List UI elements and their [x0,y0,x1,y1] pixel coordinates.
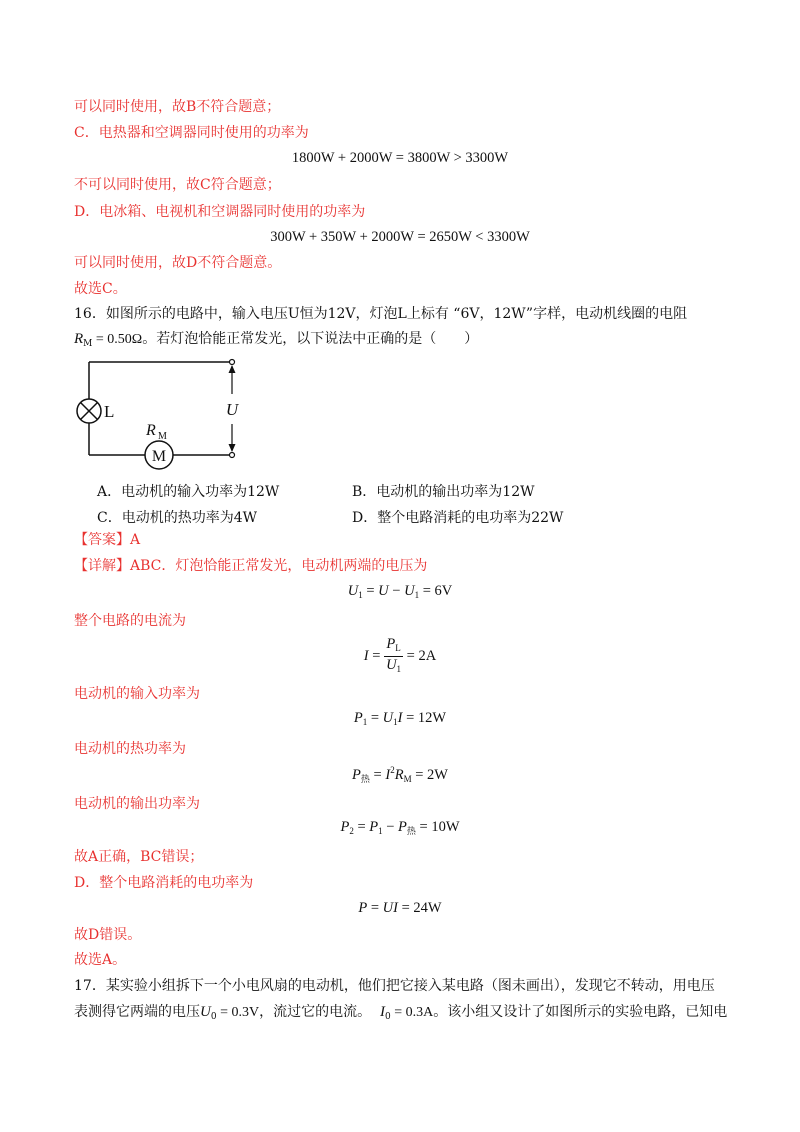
equation-p1: $P_1 = U_1I = 12W$ [353,710,447,727]
solution-line: 故选A。 [74,952,127,968]
text: 。若灯泡恰能正常发光，以下说法中正确的是（ ） [142,331,479,347]
equation-u1: $U_1 = U - U_1 = 6V$ [347,583,453,600]
solution-line: 整个电路的电流为 [74,613,186,629]
subscript: 0 [210,1012,217,1022]
solution-line: 电动机的热功率为 [74,741,186,757]
text-line: 可以同时使用，故D不符合题意。 [74,255,282,271]
lamp-label: L [104,402,115,421]
text-line: D．电冰箱、电视机和空调器同时使用的功率为 [74,204,366,220]
detail-label: 【详解】ABC．灯泡恰能正常发光，电动机两端的电压为 [74,558,428,574]
value: = 0.3A [390,1005,434,1020]
voltage-label: U [225,400,239,419]
equation-total: P = UI = 24W [358,900,442,916]
text: ，流过它的电流。 [259,1004,372,1020]
equation-pheat: $P_热 = I^2R_M = 2W$ [352,765,448,784]
solution-line: 故A正确，BC错误； [74,849,204,865]
symbol: I [380,1004,385,1020]
terminal [230,360,235,365]
solution-line: D．整个电路消耗的电功率为 [74,875,254,891]
solution-line: 故D错误。 [74,927,142,943]
text-line: 不可以同时使用，故C符合题意； [74,177,281,193]
equation: 1800W + 2000W = 3800W > 3300W [291,150,509,166]
text-line: 故选C。 [74,281,127,297]
answer-label: 【答案】A [74,532,141,548]
text-line: C．电热器和空调器同时使用的功率为 [74,125,309,141]
motor-label: M [151,448,167,465]
arrow-head [229,365,236,373]
option-d: D．整个电路消耗的电功率为22W [352,510,564,526]
arrow-head [229,444,236,452]
solution-line: 电动机的输出功率为 [74,796,200,812]
question-17-text: 17．某实验小组拆下一个小电风扇的电动机，他们把它接入某电路（图未画出），发现它不转动，用电压 [74,978,715,994]
equation-p2: $P_2 = P_1 - P_热 = 10W$ [340,819,460,836]
text: 表测得它两端的电压 [74,1004,200,1020]
symbol: R [74,331,84,347]
equation: 300W + 350W + 2000W = 2650W < 3300W [270,229,530,245]
value: = 0.3V [216,1005,260,1020]
resistor-label: R [146,422,156,439]
subscript: 0 [385,1012,391,1022]
subscript: M [83,339,93,349]
question-16-text-2 [74,330,478,353]
lamp-symbol [77,399,101,423]
question-17-text-2 [74,1003,727,1026]
value: = 0.50Ω [92,332,143,347]
text: 。该小组又设计了如图所示的实验电路，已知电 [433,1004,728,1020]
terminal [230,453,235,458]
symbol: U [200,1004,211,1020]
circuit-diagram [70,352,250,470]
option-b: B．电动机的输出功率为12W [352,484,535,500]
option-c: C．电动机的热功率为4W [97,510,258,526]
question-16-text: 16．如图所示的电路中，输入电压U恒为12V，灯泡L上标有 “6V，12W”字样，电动机线圈的电阻 [74,306,688,322]
solution-line: 电动机的输入功率为 [74,686,200,702]
text-line: 可以同时使用，故B不符合题意； [74,99,281,115]
option-a: A．电动机的输入功率为12W [97,484,280,500]
equation-current: I = $\frac{P_L}{U_1}$ = 2A [363,636,437,674]
resistor-subscript: M [158,431,167,442]
